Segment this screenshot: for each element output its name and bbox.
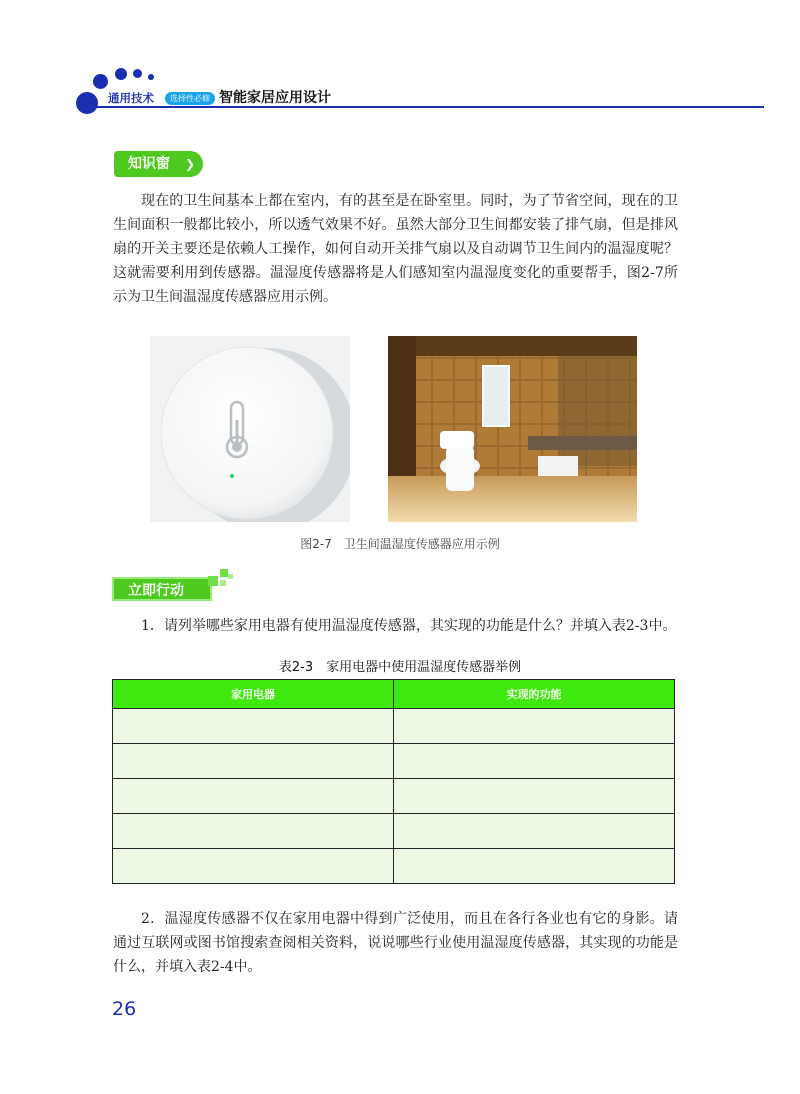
- table-cell[interactable]: [113, 709, 394, 744]
- figure-caption: 图2-7 卫生间温湿度传感器应用示例: [300, 537, 500, 551]
- header-title: 智能家居应用设计: [219, 90, 331, 106]
- table-row: [113, 779, 675, 814]
- table-cell[interactable]: [394, 849, 675, 884]
- table-row: [113, 814, 675, 849]
- bathroom-illustration: [388, 336, 637, 522]
- decor-square: [220, 569, 228, 577]
- question-2: [113, 907, 678, 979]
- table-header-row: [113, 680, 675, 709]
- table-cell[interactable]: [113, 779, 394, 814]
- knowledge-tag: [114, 151, 194, 177]
- table-cell[interactable]: [394, 744, 675, 779]
- table-cell[interactable]: [113, 814, 394, 849]
- knowledge-tag-label: 知识窗: [128, 156, 170, 172]
- sensor-illustration: [150, 336, 350, 522]
- header-dot: [76, 92, 98, 114]
- table-header-function: 实现的功能: [394, 680, 675, 709]
- header-dot: [115, 68, 127, 80]
- question-2-text: 2．温湿度传感器不仅在家用电器中得到广泛使用，而且在各行各业也有它的身影。请通过互联网或图书馆搜索查阅相关资料，说说哪些行业使用温湿度传感器，其实现的功能是什么，并填入表2-4中。: [113, 911, 678, 975]
- action-tag: [112, 577, 212, 601]
- table-row: [113, 849, 675, 884]
- table-cell[interactable]: [113, 744, 394, 779]
- header-badge: 选择性必修: [165, 92, 215, 105]
- bathroom-photo: [388, 336, 637, 522]
- knowledge-paragraph: [113, 189, 678, 309]
- sensor-photo: [150, 336, 350, 522]
- question-1: [113, 614, 678, 638]
- header-dot: [148, 74, 154, 80]
- table-cell[interactable]: [113, 849, 394, 884]
- header-series: 通用技术: [108, 91, 154, 105]
- table-row: [113, 709, 675, 744]
- table-cell[interactable]: [394, 709, 675, 744]
- header-dot: [93, 74, 108, 89]
- decor-square: [208, 576, 218, 586]
- table-caption: 表2-3 家用电器中使用温湿度传感器举例: [278, 660, 522, 675]
- page-number: 26: [112, 998, 137, 1020]
- decor-square: [220, 580, 226, 586]
- header-dot: [133, 69, 142, 78]
- decor-square: [228, 574, 233, 579]
- table-cell[interactable]: [394, 814, 675, 849]
- header-rule: [88, 106, 764, 108]
- action-tag-label: 立即行动: [128, 583, 184, 599]
- question-1-text: 1．请列举哪些家用电器有使用温湿度传感器，其实现的功能是什么？并填入表2-3中。: [141, 618, 677, 634]
- table-header-appliance: 家用电器: [113, 680, 394, 709]
- chevron-right-icon: ❯: [177, 151, 203, 177]
- table-row: [113, 744, 675, 779]
- appliance-table: [112, 679, 675, 884]
- table-cell[interactable]: [394, 779, 675, 814]
- knowledge-text: 现在的卫生间基本上都在室内，有的甚至是在卧室里。同时，为了节省空间，现在的卫生间面积一般都比较小，所以透气效果不好。虽然大部分卫生间都安装了排气扇，但是排风扇的开关主要还是依赖人工操作，如何自动开关排气扇以及自动调节卫生间内的温湿度呢？这就需要利用到传感器。温湿度传感器将是人们感知室内温湿度变化的重要帮手，图2-7所示为卫生间温湿度传感器应用示例。: [113, 193, 678, 305]
